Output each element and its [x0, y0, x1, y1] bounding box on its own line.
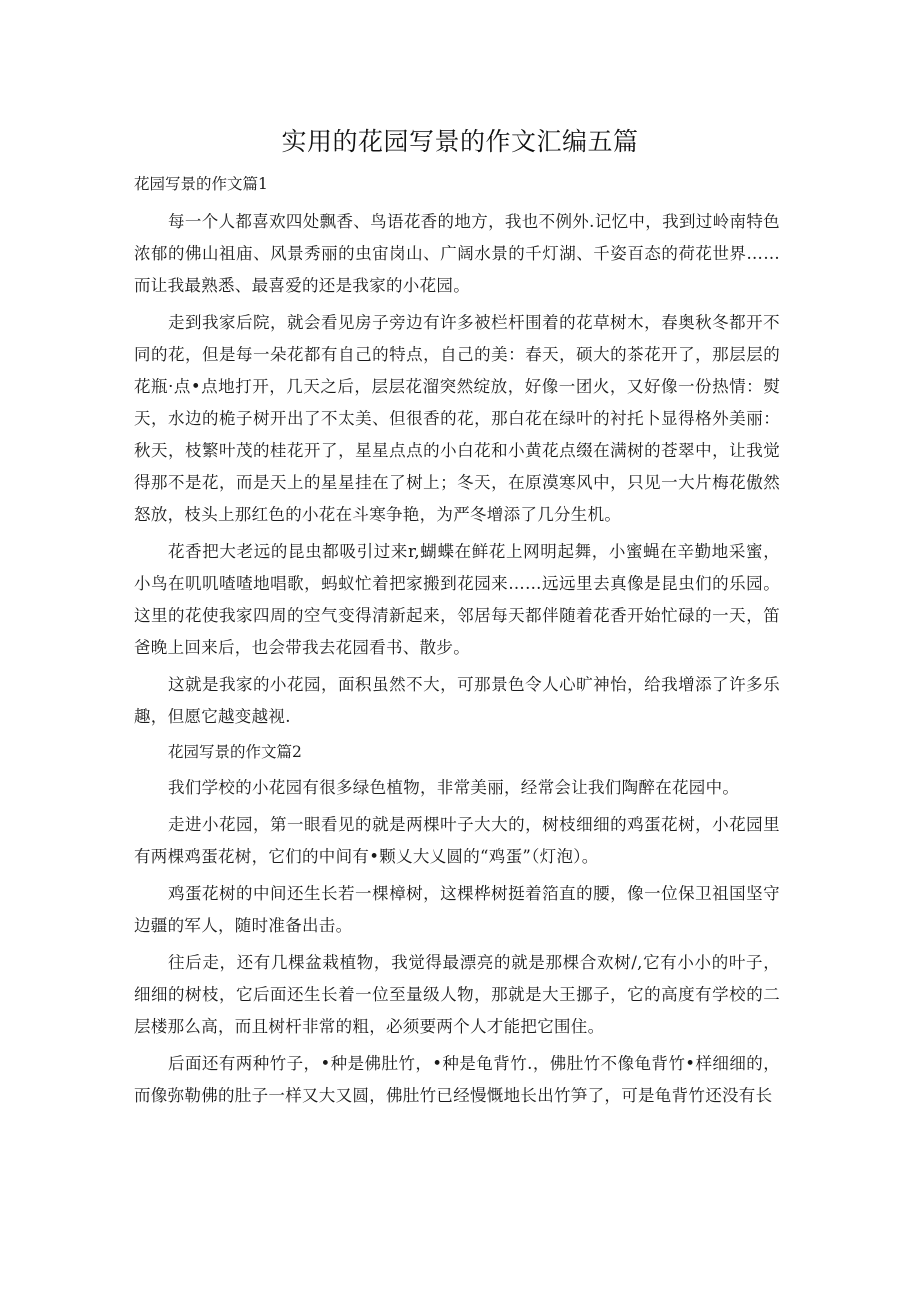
paragraph: 我们学校的小花园有很多绿色植物，非常美丽，经常会让我们陶醉在花园中。	[168, 778, 740, 797]
paragraph: 鸡蛋花树的中间还生长若一棵樟树，这棵桦树挺着箔直的腰，像一位保卫祖国坚守边疆的军人，随时准备出击。	[134, 884, 780, 935]
section-heading-1: 花园写景的作文篇1	[134, 175, 268, 193]
paragraph: 花香把大老远的昆虫都吸引过来r,蝴蝶在鲜花上网明起舞，小蜜蝇在辛勤地采蜜，小鸟在叽叽喳喳地唱歌，蚂蚁忙着把家搬到花园来……远远里去真像是昆虫们的乐园。这里的花使我家四周的空气变得清新起来，邻居每天都伴随着花香开始忙碌的一天，笛爸晚上回来后，也会带我去花园看书、散步。	[134, 542, 780, 657]
document-body	[134, 170, 780, 1117]
paragraph: 走到我家后院，就会看见房子旁边有许多被栏杆围着的花草树木，春奥秋冬都开不同的花，但是每一朵花都有自己的特点，自己的美：春天，硕大的茶花开了，那层层的花瓶·点•点地打开，几天之后，层层花溜突然绽放，好像一团火，又好像一份热情：熨天，水边的桅子树开出了不太美、但很香的花，那白花在绿叶的衬托卜显得格外美丽：秋天，枝繁叶茂的桂花开了，星星点点的小白花和小黄花点缀在满树的苍翠中，让我觉得那不是花，而是天上的星星挂在了树上；冬天，在原漠寒风中，只见一大片梅花傲然怒放，枝头上那红色的小花在斗寒争艳，为严冬增添了几分生机。	[134, 313, 780, 524]
paragraph: 每一个人都喜欢四处飘香、鸟语花香的地方，我也不例外.记忆中，我到过岭南特色浓郁的佛山祖庙、风景秀丽的虫宙岗山、广阔水景的千灯湖、千姿百态的荷花世界……而让我最熟悉、最喜爱的还是我家的小花园。	[134, 212, 780, 295]
document-title: 实用的花园写景的作文汇编五篇	[281, 127, 639, 156]
section-heading-2: 花园写景的作文篇2	[168, 743, 302, 761]
paragraph: 这就是我家的小花园，面积虽然不大，可那景色令人心旷神怡，给我增添了许多乐趣，但愿它越变越视.	[134, 675, 780, 726]
paragraph: 往后走，还有几棵盆栽植物，我觉得最漂亮的就是那棵合欢树/,它有小小的叶子，细细的树枝，它后面还生长着一位至量级人物，那就是大王挪子，它的高度有学校的二层楼那么高，而且树杆非常的粗，必须要两个人才能把它围住。	[134, 953, 780, 1036]
paragraph: 走进小花园，第一眼看见的就是两棵叶子大大的，树枝细细的鸡蛋花树，小花园里有两棵鸡蛋花树，它们的中间有•颗乂大乂圆的“鸡蛋”（灯泡）。	[134, 815, 780, 866]
paragraph: 后面还有两种竹子，•种是佛肚竹，•种是龟背竹.，佛肚竹不像龟背竹•样细细的，而像弥勒佛的肚子一样又大又圆，佛肚竹已经慢慨地长出竹笋了，可是龟背竹还没有长	[134, 1054, 780, 1105]
